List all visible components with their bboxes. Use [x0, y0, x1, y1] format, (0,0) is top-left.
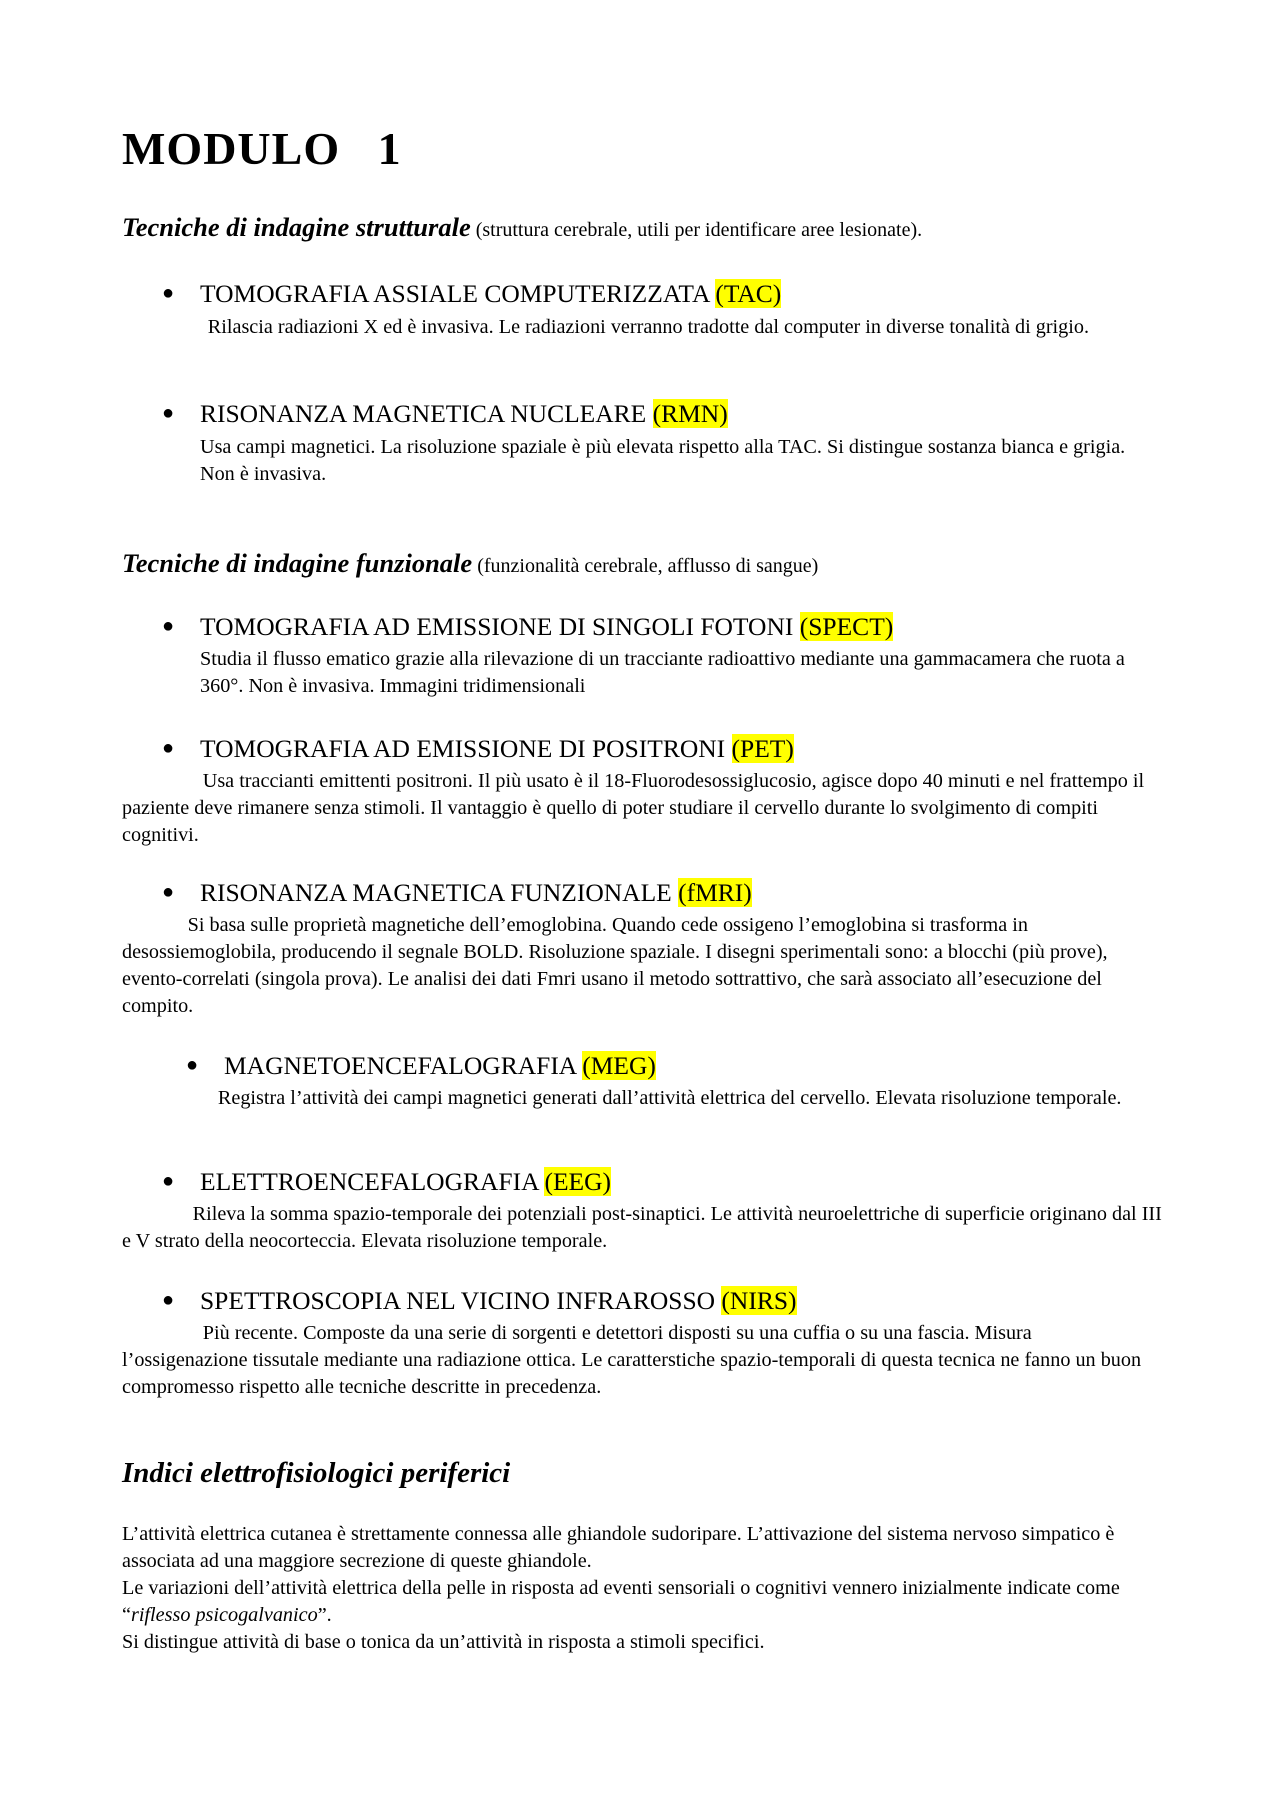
- list-item-rmn-text: Usa campi magnetici. La risoluzione spaziale è più elevata rispetto alla TAC. Si distingue sostanza bianca e grigia. Non è invasiva.: [200, 436, 1126, 485]
- list-item-fmri-name: RISONANZA MAGNETICA FUNZIONALE: [200, 878, 679, 907]
- list-item-nirs-abbr: (NIRS): [721, 1286, 797, 1315]
- list-item-rmn: [162, 399, 728, 429]
- list-item-eeg: [162, 1167, 611, 1197]
- list-item-pet: [162, 734, 794, 764]
- section-heading-strutturale-text: Tecniche di indagine strutturale: [122, 212, 471, 242]
- bullet-icon: ●: [162, 615, 175, 637]
- section-heading-funzionale-text: Tecniche di indagine funzionale: [122, 548, 473, 578]
- list-item-tac-text: Rilascia radiazioni X ed è invasiva. Le radiazioni verranno tradotte dal computer in diverse tonalità di grigio.: [122, 316, 1090, 338]
- list-item-fmri-abbr: (fMRI): [678, 878, 752, 907]
- list-item-meg-abbr: (MEG): [582, 1051, 656, 1080]
- list-item-nirs-name: SPETTROSCOPIA NEL VICINO INFRAROSSO: [200, 1286, 722, 1315]
- list-item-pet-abbr: (PET): [731, 734, 794, 763]
- bullet-icon: ●: [162, 282, 175, 304]
- paragraph-tonica: Si distingue attività di base o tonica da un’attività in risposta a stimoli specifici.: [122, 1631, 765, 1653]
- list-item-pet-text: Usa traccianti emittenti positroni. Il più usato è il 18-Fluorodesossiglucosio, agisce dopo 40 minuti e nel frattempo il paziente deve rimanere senza stimoli. Il vantaggio è quello di poter studiare il cervello durante lo svolgimento di compiti cognitivi.: [122, 770, 1145, 846]
- list-item-rmn-name: RISONANZA MAGNETICA NUCLEARE: [200, 399, 653, 428]
- list-item-eeg-abbr: (EEG): [544, 1167, 612, 1196]
- list-item-spect-text: Studia il flusso ematico grazie alla rilevazione di un tracciante radioattivo mediante una gammacamera che ruota a 360°. Non è invasiva. Immagini tridimensionali: [200, 648, 1125, 697]
- bullet-icon: ●: [162, 402, 175, 424]
- list-item-meg-text: Registra l’attività dei campi magnetici generati dall’attività elettrica del cervello. Elevata risoluzione temporale.: [122, 1087, 1122, 1109]
- bullet-icon: ●: [162, 881, 175, 903]
- list-item-tac: [162, 279, 781, 309]
- section-heading-funzionale-note: (funzionalità cerebrale, afflusso di sangue): [472, 555, 819, 577]
- page-title: MODULO 1: [122, 123, 402, 174]
- list-item-eeg-text: Rileva la somma spazio-temporale dei potenziali post-sinaptici. Le attività neuroelettriche di superficie originano dal III e V strato della neocorteccia. Elevata risoluzione temporale.: [122, 1203, 1162, 1252]
- bullet-icon: ●: [186, 1054, 199, 1076]
- section-heading-funzionale: [122, 548, 818, 579]
- list-item-pet-name: TOMOGRAFIA AD EMISSIONE DI POSITRONI: [200, 734, 732, 763]
- paragraph-variazioni-before: Le variazioni dell’attività elettrica della pelle in risposta ad eventi sensoriali o cognitivi vennero inizialmente indicate come “: [122, 1577, 1120, 1626]
- list-item-fmri-text: Si basa sulle proprietà magnetiche dell’emoglobina. Quando cede ossigeno l’emoglobina si trasforma in desossiemoglobila, producendo il segnale BOLD. Risoluzione spaziale. I disegni sperimentali sono: a blocchi (più prove), evento-correlati (singola prova). Le analisi dei dati Fmri usano il metodo sottrattivo, che sarà associato all’esecuzione del compito.: [122, 914, 1108, 1017]
- paragraph-variazioni-after: ”.: [317, 1604, 332, 1626]
- list-item-meg: [186, 1051, 656, 1081]
- list-item-rmn-abbr: (RMN): [652, 399, 728, 428]
- paragraph-variazioni: [122, 1575, 1162, 1629]
- list-item-nirs-text: Più recente. Composte da una serie di sorgenti e detettori disposti su una cuffia o su una fascia. Misura l’ossigenazione tissutale mediante una radiazione ottica. Le caratterstiche spazio-temporali di questa tecnica ne fanno un buon compromesso rispetto alle tecniche descritte in precedenza.: [122, 1322, 1142, 1398]
- list-item-fmri: [162, 878, 752, 908]
- list-item-meg-name: MAGNETOENCEFALOGRAFIA: [224, 1051, 583, 1080]
- bullet-icon: ●: [162, 1170, 175, 1192]
- bullet-icon: ●: [162, 1289, 175, 1311]
- section-heading-periferici: Indici elettrofisiologici periferici: [122, 1457, 511, 1489]
- list-item-tac-abbr: (TAC): [715, 279, 782, 308]
- section-heading-strutturale: [122, 212, 922, 243]
- list-item-spect-abbr: (SPECT): [799, 612, 894, 641]
- list-item-spect: [162, 612, 893, 642]
- section-heading-strutturale-note: (struttura cerebrale, utili per identificare aree lesionate).: [470, 219, 923, 241]
- paragraph-cutanea: L’attività elettrica cutanea è strettamente connessa alle ghiandole sudoripare. L’attivazione del sistema nervoso simpatico è associata ad una maggiore secrezione di queste ghiandole.: [122, 1523, 1115, 1572]
- paragraph-variazioni-italic: riflesso psicogalvanico: [130, 1604, 318, 1626]
- list-item-tac-name: TOMOGRAFIA ASSIALE COMPUTERIZZATA: [200, 279, 716, 308]
- list-item-spect-name: TOMOGRAFIA AD EMISSIONE DI SINGOLI FOTONI: [200, 612, 800, 641]
- list-item-nirs: [162, 1286, 797, 1316]
- list-item-eeg-name: ELETTROENCEFALOGRAFIA: [200, 1167, 545, 1196]
- bullet-icon: ●: [162, 737, 175, 759]
